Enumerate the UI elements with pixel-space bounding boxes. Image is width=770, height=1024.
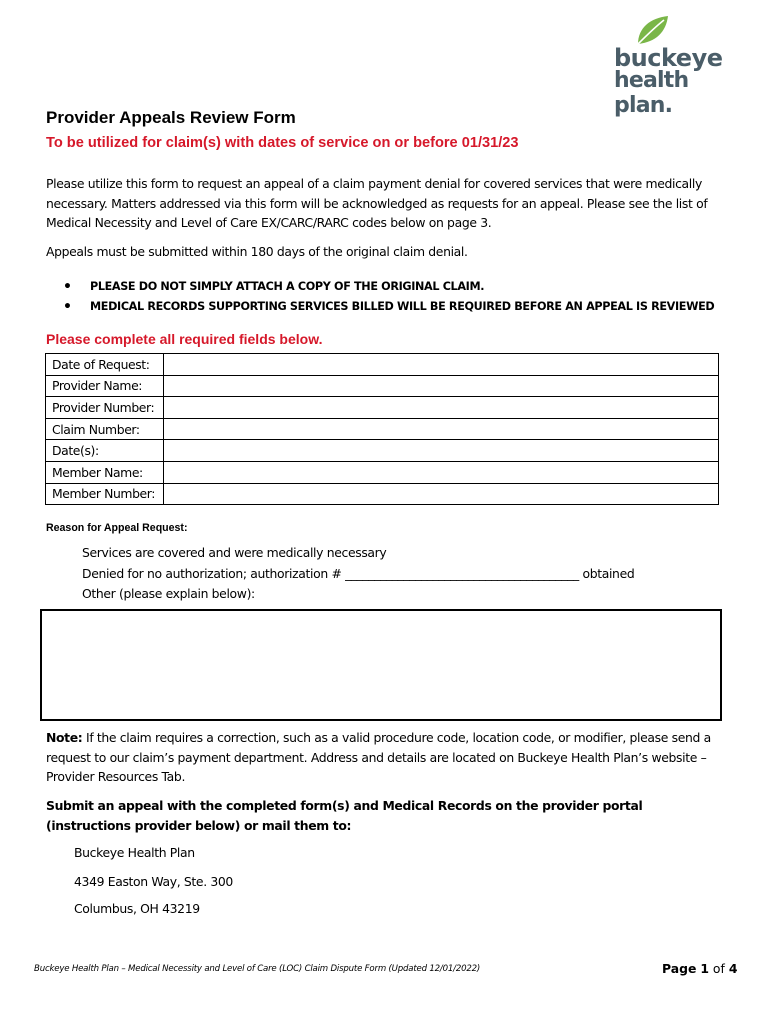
reason-heading: Reason for Appeal Request:	[46, 522, 188, 534]
page-number: Page 1 of 4	[662, 961, 738, 976]
member-number-field[interactable]	[164, 483, 719, 505]
page-title: Provider Appeals Review Form	[46, 108, 296, 127]
field-label: Provider Number:	[46, 397, 164, 419]
bullet-item: • PLEASE DO NOT SIMPLY ATTACH A COPY OF THE ORIGINAL CLAIM.	[63, 279, 485, 295]
buckeye-logo	[612, 14, 732, 118]
reason-options	[82, 543, 634, 605]
reason-option-medically-necessary[interactable]: Services are covered and were medically necessary	[82, 545, 387, 560]
logo-text-line2: health plan.	[614, 68, 689, 118]
bullet-item: • MEDICAL RECORDS SUPPORTING SERVICES BILLED WILL BE REQUIRED BEFORE AN APPEAL IS REVIEWED	[63, 299, 715, 315]
leaf-icon	[632, 14, 672, 48]
note-text: If the claim requires a correction, such as a valid procedure code, location code, or modifier, please send a request to our claim’s payment department. Address and details are located on Buckeye Health Plan’s website – Provider Resources Tab.	[46, 730, 711, 784]
intro-paragraph: Please utilize this form to request an appeal of a claim payment denial for covered services that were medically necessary. Matters addressed via this form will be acknowledged as requests for an appeal. Please see the list of Medical Necessity and Level of Care EX/CARC/RARC codes below on page 3.	[46, 176, 708, 230]
address-line-city: Columbus, OH 43219	[74, 901, 200, 916]
table-row	[46, 354, 719, 376]
table-row	[46, 483, 719, 505]
note-lead: Note:	[46, 730, 83, 745]
provider-name-field[interactable]	[164, 375, 719, 397]
field-label: Member Number:	[46, 483, 164, 505]
field-label: Claim Number:	[46, 418, 164, 440]
table-row	[46, 397, 719, 419]
field-label: Member Name:	[46, 461, 164, 483]
bullet-icon: •	[63, 279, 72, 295]
reason-option-no-authorization[interactable]: Denied for no authorization; authorization # ________________________________________ obtained	[82, 565, 635, 581]
reason-option-other[interactable]: Other (please explain below):	[82, 586, 255, 601]
logo-text-line1: buckeye	[614, 44, 723, 72]
deadline-paragraph: Appeals must be submitted within 180 days of the original claim denial.	[46, 244, 468, 259]
note-paragraph	[46, 728, 734, 787]
table-row	[46, 461, 719, 483]
provider-info-table	[45, 353, 719, 505]
dates-field[interactable]	[164, 440, 719, 462]
table-row	[46, 375, 719, 397]
required-fields-heading: Please complete all required fields below.	[46, 331, 323, 347]
page-subtitle: To be utilized for claim(s) with dates of service on or before 01/31/23	[46, 135, 519, 151]
instruction-bullets	[63, 277, 714, 317]
table-row	[46, 418, 719, 440]
footer-text: Buckeye Health Plan – Medical Necessity and Level of Care (LOC) Claim Dispute Form (Updated 12/01/2022)	[34, 964, 481, 974]
address-line-name: Buckeye Health Plan	[74, 845, 195, 860]
field-label: Date(s):	[46, 440, 164, 462]
table-row	[46, 440, 719, 462]
claim-number-field[interactable]	[164, 418, 719, 440]
member-name-field[interactable]	[164, 461, 719, 483]
submit-instructions: Submit an appeal with the completed form(s) and Medical Records on the provider portal (instructions provider below) or mail them to:	[46, 798, 643, 833]
date-of-request-field[interactable]	[164, 354, 719, 376]
field-label: Date of Request:	[46, 354, 164, 376]
bullet-icon: •	[63, 299, 72, 315]
address-line-street: 4349 Easton Way, Ste. 300	[74, 874, 233, 889]
explanation-textbox[interactable]	[40, 609, 722, 721]
field-label: Provider Name:	[46, 375, 164, 397]
provider-number-field[interactable]	[164, 397, 719, 419]
